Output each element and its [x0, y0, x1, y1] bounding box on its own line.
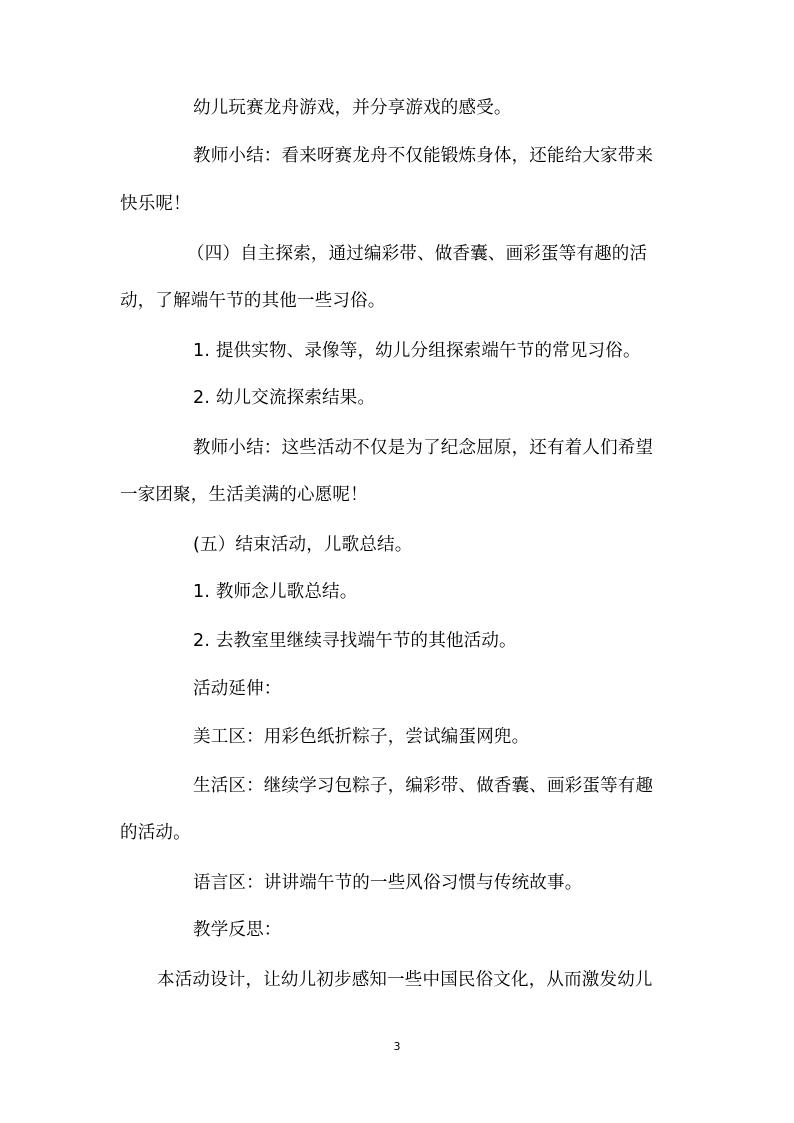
list-item: 2. 去教室里继续寻找端午节的其他活动。: [193, 631, 517, 651]
section-heading-line: (五）结束活动，儿歌总结。: [193, 535, 413, 555]
paragraph-line: 教师小结：看来呀赛龙舟不仅能锻炼身体，还能给大家带来: [193, 146, 654, 166]
paragraph-line: 教师小结：这些活动不仅是为了纪念屈原，还有着人们希望: [193, 438, 654, 458]
subheading-line: 活动延伸：: [193, 679, 282, 699]
paragraph-line: 本活动设计，让幼儿初步感知一些中国民俗文化，从而激发幼儿: [157, 970, 653, 990]
paragraph-line: 美工区：用彩色纸折粽子，尝试编蛋网兜。: [193, 727, 530, 747]
list-item: 1. 提供实物、录像等，幼儿分组探索端午节的常见习俗。: [193, 341, 641, 361]
section-heading-line: 动，了解端午节的其他一些习俗。: [120, 291, 386, 311]
list-item: 2. 幼儿交流探索结果。: [193, 388, 376, 408]
page-number: 3: [393, 1040, 401, 1053]
paragraph-line: 一家团聚，生活美满的心愿呢！: [120, 485, 368, 505]
paragraph-line: 语言区：讲讲端午节的一些风俗习惯与传统故事。: [193, 873, 583, 893]
list-item: 1. 教师念儿歌总结。: [193, 582, 358, 602]
paragraph-line: 幼儿玩赛龙舟游戏，并分享游戏的感受。: [193, 98, 512, 118]
subheading-line: 教学反思：: [193, 920, 282, 940]
paragraph-line: 生活区：继续学习包粽子，编彩带、做香囊、画彩蛋等有趣: [193, 776, 654, 796]
paragraph-line: 的活动。: [120, 823, 191, 843]
paragraph-line: 快乐呢！: [120, 194, 191, 214]
section-heading-line: （四）自主探索，通过编彩带、做香囊、画彩蛋等有趣的活: [187, 244, 648, 264]
